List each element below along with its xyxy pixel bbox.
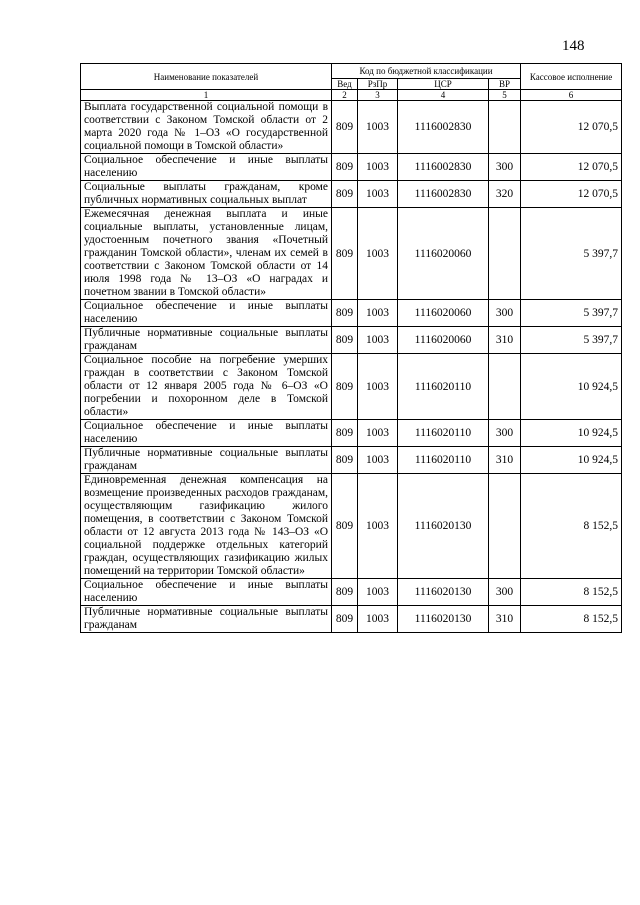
row-rzpr: 1003 (358, 101, 398, 154)
row-rzpr: 1003 (358, 300, 398, 327)
row-ved: 809 (332, 420, 358, 447)
row-sum: 5 397,7 (521, 327, 622, 354)
row-vr: 300 (489, 154, 521, 181)
row-csr: 1116020060 (398, 300, 489, 327)
row-rzpr: 1003 (358, 154, 398, 181)
header-cash: Кассовое исполнение (521, 64, 622, 90)
row-name: Публичные нормативные социальные выплаты гражданам (81, 606, 332, 633)
table-row (81, 300, 622, 327)
row-rzpr: 1003 (358, 208, 398, 300)
table-row (81, 420, 622, 447)
row-vr: 320 (489, 181, 521, 208)
row-vr: 300 (489, 579, 521, 606)
row-csr: 1116020060 (398, 327, 489, 354)
row-csr: 1116020130 (398, 579, 489, 606)
row-ved: 809 (332, 101, 358, 154)
row-ved: 809 (332, 579, 358, 606)
row-name: Социальное обеспечение и иные выплаты населению (81, 579, 332, 606)
row-csr: 1116020060 (398, 208, 489, 300)
row-rzpr: 1003 (358, 327, 398, 354)
header-code-group: Код по бюджетной классификации (332, 64, 521, 79)
row-vr (489, 354, 521, 420)
header-rzpr: РзПр (358, 79, 398, 90)
header-vr: ВР (489, 79, 521, 90)
row-ved: 809 (332, 327, 358, 354)
header-ved: Вед (332, 79, 358, 90)
row-vr (489, 208, 521, 300)
row-name: Выплата государственной социальной помощи в соответствии с Законом Томской области от 2 марта 2020 года № 1–ОЗ «О государственной социальной помощи в Томской области» (81, 101, 332, 154)
row-name: Ежемесячная денежная выплата и иные социальные выплаты, установленные лицам, удостоенным почетного звания «Почетный гражданин Томской области», членам их семей в соответствии с Законом Томской области от 14 июля 1998 года № 13–ОЗ «О наградах и почетном звании в Томской области» (81, 208, 332, 300)
row-ved: 809 (332, 474, 358, 579)
row-vr: 310 (489, 606, 521, 633)
row-csr: 1116020130 (398, 606, 489, 633)
col-number-5: 5 (489, 90, 521, 101)
row-name: Единовременная денежная компенсация на возмещение произведенных расходов гражданам, осуществляющим газификацию жилого помещения, в соответствии с Законом Томской области от 12 августа 2013 года № 143–ОЗ «О социальной поддержке отдельных категорий граждан, осуществляющих газификацию жилых помещений на территории Томской области» (81, 474, 332, 579)
row-vr: 310 (489, 447, 521, 474)
row-sum: 8 152,5 (521, 474, 622, 579)
table-row (81, 101, 622, 154)
row-ved: 809 (332, 300, 358, 327)
row-name: Социальные выплаты гражданам, кроме публичных нормативных социальных выплат (81, 181, 332, 208)
col-number-2: 2 (332, 90, 358, 101)
row-sum: 8 152,5 (521, 606, 622, 633)
row-ved: 809 (332, 354, 358, 420)
table-row (81, 606, 622, 633)
row-name: Публичные нормативные социальные выплаты гражданам (81, 327, 332, 354)
row-sum: 10 924,5 (521, 447, 622, 474)
header-name: Наименование показателей (81, 64, 332, 90)
row-rzpr: 1003 (358, 474, 398, 579)
row-sum: 10 924,5 (521, 354, 622, 420)
row-sum: 12 070,5 (521, 101, 622, 154)
row-rzpr: 1003 (358, 447, 398, 474)
row-sum: 5 397,7 (521, 300, 622, 327)
table-row (81, 447, 622, 474)
table-row (81, 154, 622, 181)
row-csr: 1116020130 (398, 474, 489, 579)
row-csr: 1116002830 (398, 181, 489, 208)
row-ved: 809 (332, 447, 358, 474)
row-rzpr: 1003 (358, 354, 398, 420)
row-csr: 1116002830 (398, 154, 489, 181)
row-csr: 1116020110 (398, 354, 489, 420)
table-row (81, 181, 622, 208)
row-vr: 300 (489, 300, 521, 327)
col-number-4: 4 (398, 90, 489, 101)
row-csr: 1116020110 (398, 420, 489, 447)
row-vr (489, 474, 521, 579)
row-rzpr: 1003 (358, 579, 398, 606)
row-rzpr: 1003 (358, 606, 398, 633)
row-sum: 5 397,7 (521, 208, 622, 300)
row-vr: 300 (489, 420, 521, 447)
row-ved: 809 (332, 181, 358, 208)
row-name: Социальное обеспечение и иные выплаты населению (81, 154, 332, 181)
row-sum: 12 070,5 (521, 154, 622, 181)
row-sum: 12 070,5 (521, 181, 622, 208)
row-rzpr: 1003 (358, 420, 398, 447)
row-vr (489, 101, 521, 154)
row-name: Публичные нормативные социальные выплаты гражданам (81, 447, 332, 474)
row-ved: 809 (332, 154, 358, 181)
page-number: 148 (562, 38, 585, 54)
row-ved: 809 (332, 208, 358, 300)
row-csr: 1116002830 (398, 101, 489, 154)
col-number-6: 6 (521, 90, 622, 101)
col-number-3: 3 (358, 90, 398, 101)
col-number-1: 1 (81, 90, 332, 101)
row-ved: 809 (332, 606, 358, 633)
table-row (81, 208, 622, 300)
row-name: Социальное обеспечение и иные выплаты населению (81, 300, 332, 327)
table-row (81, 354, 622, 420)
table-row (81, 327, 622, 354)
row-sum: 10 924,5 (521, 420, 622, 447)
table-row (81, 474, 622, 579)
row-csr: 1116020110 (398, 447, 489, 474)
row-vr: 310 (489, 327, 521, 354)
row-name: Социальное обеспечение и иные выплаты населению (81, 420, 332, 447)
row-rzpr: 1003 (358, 181, 398, 208)
row-sum: 8 152,5 (521, 579, 622, 606)
header-csr: ЦСР (398, 79, 489, 90)
table-row (81, 579, 622, 606)
row-name: Социальное пособие на погребение умерших граждан в соответствии с Законом Томской области от 12 января 2005 года № 6–ОЗ «О погребении и похоронном деле в Томской области» (81, 354, 332, 420)
budget-table (80, 63, 622, 633)
